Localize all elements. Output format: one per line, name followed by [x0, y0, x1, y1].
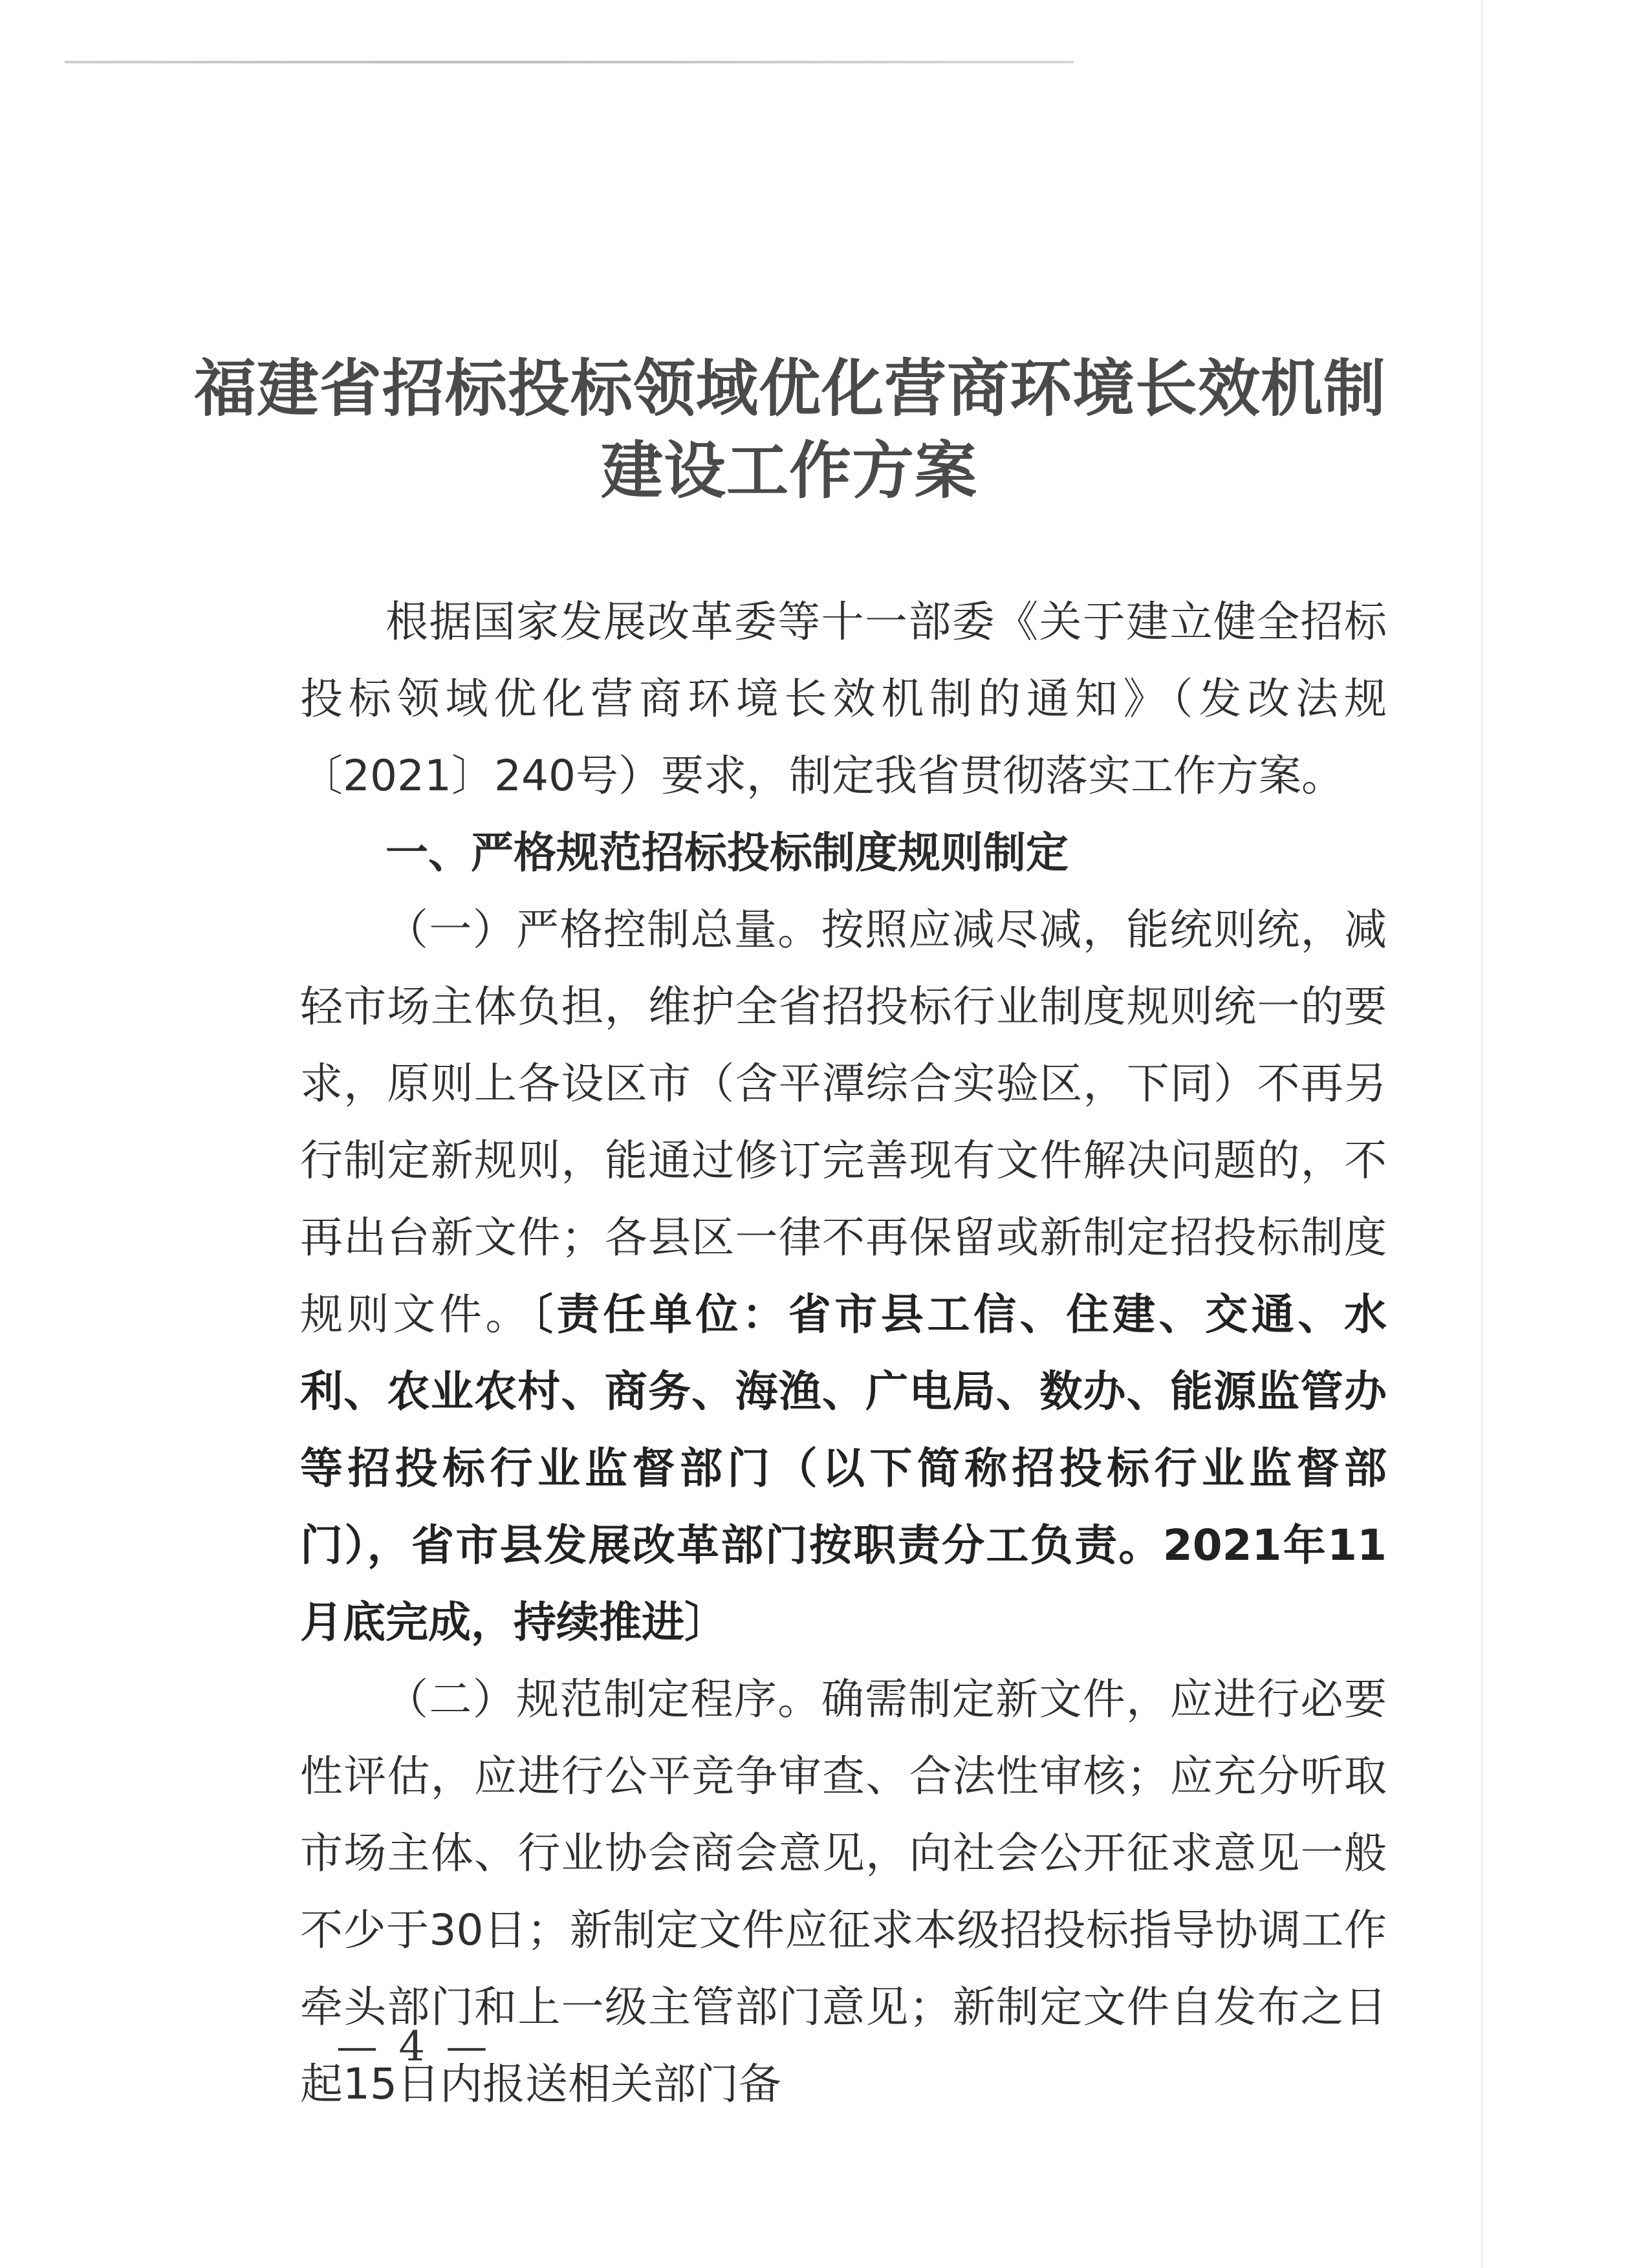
item-2-paragraph: （二）规范制定程序。确需制定新文件，应进行必要性评估，应进行公平竞争审查、合法性审核；应充分听取市场主体、行业协会商会意见，向社会公开征求意见一般不少于30日；新制定文件应征求本级招投标指导协调工作牵头部门和上一级主管部门意见；新制定文件自发布之日起15日内报送相关部门备 [300, 1674, 1387, 2109]
document-title-line-2: 建设工作方案 [601, 434, 977, 507]
item-1-responsibility: 〔责任单位：省市县工信、住建、交通、水利、农业农村、商务、海渔、广电局、数办、能源监管办等招投标行业监督部门（以下简称招投标行业监督部门），省市县发展改革部门按职责分工负责。2021年11月底完成，持续推进〕 [300, 1290, 1387, 1647]
item-1-text: （一）严格控制总量。按照应减尽减，能统则统，减轻市场主体负担，维护全省招投标行业制度规则统一的要求，原则上各设区市（含平潭综合实验区，下同）不再另行制定新规则，能通过修订完善现有文件解决问题的，不再出台新文件；各县区一律不再保留或新制定招投标制度规则文件。 [300, 905, 1387, 1339]
item-1-paragraph [300, 891, 1387, 1661]
section-heading: 一、严格规范招标投标制度规则制定 [385, 828, 1069, 878]
page-number: — 4 — [336, 2023, 492, 2071]
scan-right-edge [1481, 0, 1483, 2268]
intro-paragraph: 根据国家发展改革委等十一部委《关于建立健全招标投标领域优化营商环境长效机制的通知》（发改法规〔2021〕240号）要求，制定我省贯彻落实工作方案。 [300, 597, 1387, 801]
document-title-line-1: 福建省招标投标领域优化营商环境长效机制 [194, 352, 1386, 425]
document-body [300, 583, 1387, 2122]
scan-edge-line [65, 61, 1074, 63]
